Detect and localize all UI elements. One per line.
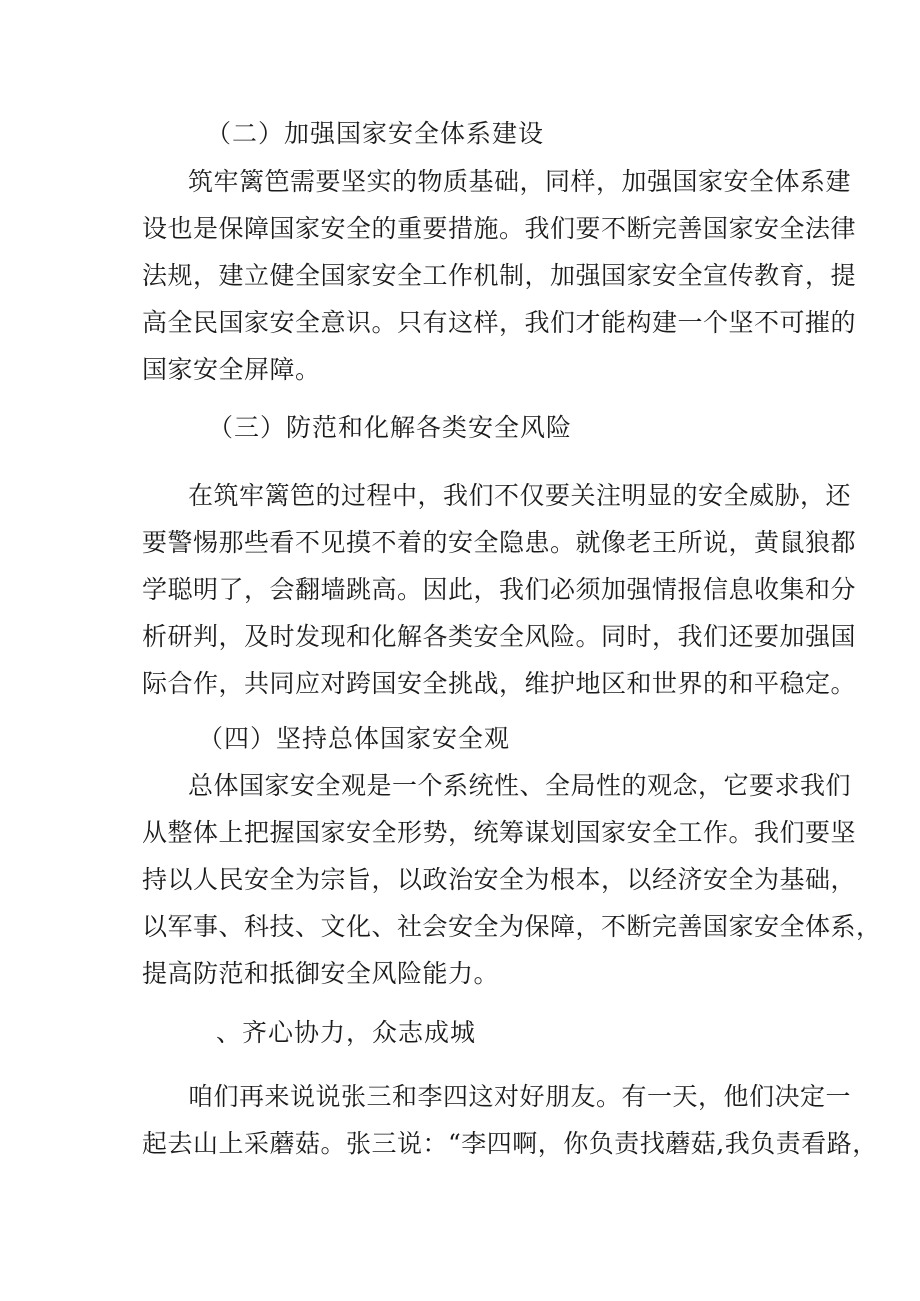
paragraph-line: 国家安全屏障。	[142, 355, 321, 384]
paragraph-line: 从整体上把握国家安全形势，统筹谋划国家安全工作。我们要坚	[142, 818, 857, 847]
paragraph-line: 以军事、科技、文化、社会安全为保障，不断完善国家安全体系，	[142, 912, 882, 941]
paragraph-line: 设也是保障国家安全的重要措施。我们要不断完善国家安全法律	[142, 214, 857, 243]
paragraph-line: 起去山上采蘑菇。张三说：“李四啊，你负责找蘑菇,我负责看路，	[142, 1129, 878, 1158]
paragraph-line: 持以人民安全为宗旨，以政治安全为根本，以经济安全为基础，	[142, 865, 857, 894]
paragraph-line: 析研判，及时发现和化解各类安全风险。同时，我们还要加强国	[142, 622, 857, 651]
paragraph-line: 学聪明了，会翻墙跳高。因此，我们必须加强情报信息收集和分	[142, 575, 857, 604]
paragraph-line: 咱们再来说说张三和李四这对好朋友。有一天，他们决定一	[188, 1082, 852, 1111]
paragraph-line: 提高防范和抵御安全风险能力。	[142, 959, 500, 988]
paragraph-line: 法规，建立健全国家安全工作机制，加强国家安全宣传教育，提	[142, 261, 857, 290]
paragraph-line: 高全民国家安全意识。只有这样，我们才能构建一个坚不可摧的	[142, 308, 857, 337]
section-heading-4: （四）坚持总体国家安全观	[198, 724, 511, 753]
paragraph-line: 在筑牢篱笆的过程中，我们不仅要关注明显的安全威胁，还	[188, 481, 852, 510]
section-heading-3: （三）防范和化解各类安全风险	[208, 413, 573, 442]
paragraph-line: 要警惕那些看不见摸不着的安全隐患。就像老王所说，黄鼠狼都	[142, 528, 857, 557]
section-heading-5: 、齐心协力，众志成城	[216, 1018, 477, 1047]
paragraph-line: 总体国家安全观是一个系统性、全局性的观念，它要求我们	[188, 771, 852, 800]
section-heading-2: （二）加强国家安全体系建设	[206, 119, 545, 148]
paragraph-line: 筑牢篱笆需要坚实的物质基础，同样，加强国家安全体系建	[188, 167, 852, 196]
paragraph-line: 际合作，共同应对跨国安全挑战，维护地区和世界的和平稳定。	[142, 669, 857, 698]
